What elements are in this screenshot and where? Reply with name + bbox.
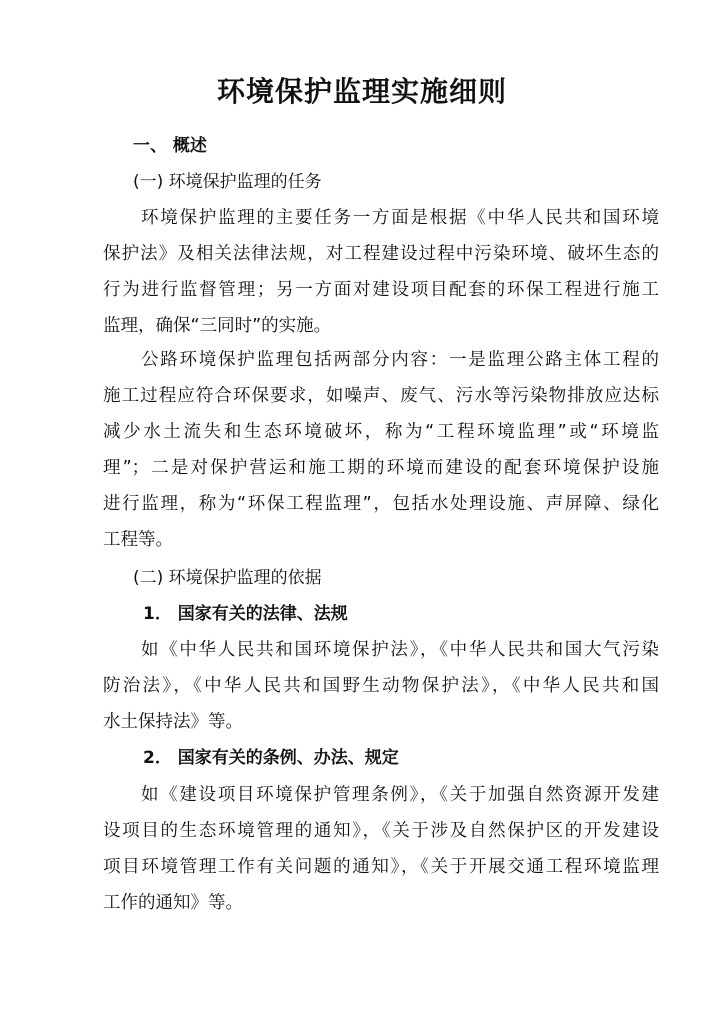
paragraph-line: 如《中华人民共和国环境保护法》，《中华人民共和国大气污染 — [141, 640, 659, 660]
paragraph-line: 设项目的生态环境管理的通知》，《关于涉及自然保护区的开发建设 — [103, 821, 659, 841]
paragraph-line: 水土保持法》等。 — [103, 712, 243, 732]
paragraph-line: 如《建设项目环境保护管理条例》，《关于加强自然资源开发建 — [141, 785, 659, 805]
paragraph-line: 防治法》，《中华人民共和国野生动物保护法》，《中华人民共和国 — [103, 676, 659, 696]
paragraph-line: 理”；二是对保护营运和施工期的环境而建设的配套环境保护设施 — [103, 458, 659, 478]
item-heading-laws: 1． 国家有关的法律、法规 — [143, 604, 348, 624]
paragraph-tasks-main — [103, 200, 659, 344]
paragraph-line: 监理，确保“三同时”的实施。 — [103, 316, 332, 336]
subsection-heading-tasks: (一) 环境保护监理的任务 — [133, 172, 322, 192]
paragraph-line: 公路环境保护监理包括两部分内容：一是监理公路主体工程的 — [141, 350, 659, 370]
paragraph-line: 环境保护监理的主要任务一方面是根据《中华人民共和国环境 — [141, 208, 659, 228]
paragraph-line: 行为进行监督管理；另一方面对建设项目配套的环保工程进行施工 — [103, 280, 659, 300]
paragraph-line: 减少水土流失和生态环境破坏，称为“工程环境监理”或“环境监 — [103, 422, 659, 442]
paragraph-tasks-highway — [103, 342, 659, 558]
paragraph-line: 工程等。 — [103, 530, 173, 550]
paragraph-line: 保护法》及相关法律法规，对工程建设过程中污染环境、破坏生态的 — [103, 244, 659, 264]
paragraph-line: 项目环境管理工作有关问题的通知》，《关于开展交通工程环境监理 — [103, 857, 659, 877]
paragraph-line: 施工过程应符合环保要求，如噪声、废气、污水等污染物排放应达标 — [103, 386, 659, 406]
subsection-heading-basis: (二) 环境保护监理的依据 — [133, 568, 322, 588]
section-heading-overview: 一、 概述 — [133, 136, 207, 156]
paragraph-line: 进行监理，称为“环保工程监理”，包括水处理设施、声屏障、绿化 — [103, 494, 659, 514]
paragraph-laws — [103, 632, 659, 740]
document-title: 环境保护监理实施细则 — [216, 75, 507, 108]
paragraph-line: 工作的通知》等。 — [103, 893, 243, 913]
item-heading-regulations: 2． 国家有关的条例、办法、规定 — [143, 748, 399, 768]
paragraph-regulations — [103, 777, 659, 921]
